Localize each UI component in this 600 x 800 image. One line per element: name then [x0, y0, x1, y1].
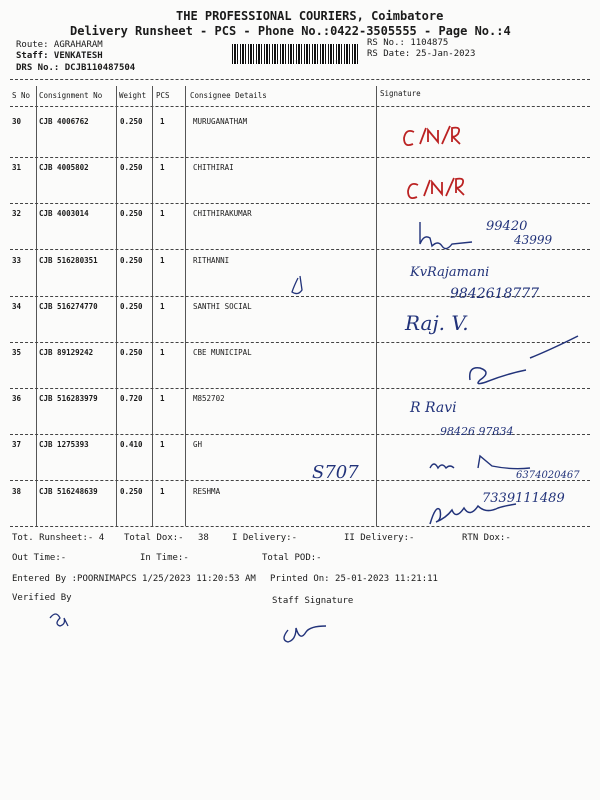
- hw-33-num: 9842618777: [450, 286, 540, 302]
- col-header-weight: Weight: [119, 91, 147, 100]
- row-pcs: 1: [160, 301, 165, 311]
- ii-delivery: II Delivery:-: [344, 533, 415, 543]
- col-header-consignment: Consignment No: [39, 91, 103, 100]
- row-weight: 0.410: [120, 440, 143, 450]
- row-consignee: MURUGANATHAM: [193, 117, 248, 126]
- sig-row-38: [430, 504, 516, 524]
- hw-33-name: KvRajamani: [410, 265, 490, 280]
- route-label: Route: AGRAHARAM: [16, 40, 103, 50]
- row-consignee: GH: [193, 440, 203, 450]
- rs-number: RS No.: 1104875: [367, 38, 449, 48]
- row-pcs: 1: [160, 163, 165, 173]
- sig-row-35: [470, 336, 578, 384]
- row-sno: 37: [12, 440, 22, 450]
- row-consignee: CHITHIRAKUMAR: [193, 209, 252, 219]
- sig-row-30: [404, 126, 460, 145]
- col-header-consignee: Consignee Details: [190, 91, 267, 100]
- hw-34: Raj. V.: [405, 311, 469, 335]
- in-time: In Time:-: [140, 553, 189, 563]
- printed-on: Printed On: 25-01-2023 11:21:11: [270, 574, 438, 584]
- row-pcs: 1: [160, 486, 165, 496]
- hw-32-num2: 43999: [514, 233, 553, 247]
- row-pcs: 1: [160, 348, 165, 357]
- row-sno: 35: [12, 348, 22, 357]
- row-consignee: RESHMA: [193, 486, 221, 496]
- row-consignment: CJB 4005802: [39, 163, 89, 173]
- rtn-dox: RTN Dox:-: [462, 533, 511, 543]
- row-weight: 0.250: [120, 348, 143, 357]
- row-consignment: CJB 516280351: [39, 255, 98, 265]
- row-consignee: RITHANNI: [193, 255, 230, 265]
- row-weight: 0.250: [120, 301, 143, 311]
- col-header-sno: S No: [12, 91, 31, 100]
- row-sno: 32: [12, 209, 22, 219]
- staff-signature-mark: [284, 626, 326, 642]
- row-pcs: 1: [160, 255, 165, 265]
- hw-36-num: 98426 97834: [440, 425, 514, 438]
- row-consignment: CJB 4006762: [39, 117, 89, 126]
- hw-37-code: S707: [312, 462, 359, 483]
- sig-row-37: [430, 456, 530, 469]
- row-sno: 36: [12, 394, 22, 404]
- row-pcs: 1: [160, 209, 165, 219]
- staff-signature-label: Staff Signature: [272, 596, 354, 606]
- hw-36-name: R Ravi: [410, 400, 457, 416]
- row-consignment: CJB 516248639: [39, 486, 98, 496]
- row-sno: 31: [12, 163, 22, 173]
- col-header-signature: Signature: [380, 89, 421, 98]
- row-weight: 0.720: [120, 394, 143, 404]
- row-consignment: CJB 516283979: [39, 394, 98, 404]
- col-header-pcs: PCS: [156, 91, 170, 100]
- hw-38-num: 7339111489: [482, 491, 565, 506]
- row-pcs: 1: [160, 440, 165, 450]
- verified-signature: [50, 614, 68, 626]
- sig-row-32: [420, 222, 472, 249]
- row-pcs: 1: [160, 394, 165, 404]
- total-dox-value: 38: [198, 533, 209, 543]
- drs-number: DRS No.: DCJB110487504: [16, 63, 136, 73]
- entered-by: Entered By :POORNIMAPCS 1/25/2023 11:20:53 AM: [12, 574, 256, 584]
- row-pcs: 1: [160, 117, 165, 126]
- row-sno: 33: [12, 255, 22, 265]
- rs-date: RS Date: 25-Jan-2023: [367, 49, 476, 59]
- hw-37-num: 6374020467: [516, 470, 580, 481]
- row-consignment: CJB 1275393: [39, 440, 89, 450]
- row-consignee: M852702: [193, 394, 225, 404]
- row-weight: 0.250: [120, 255, 143, 265]
- row-weight: 0.250: [120, 486, 143, 496]
- row-sno: 30: [12, 117, 22, 126]
- row-weight: 0.250: [120, 117, 143, 126]
- row-consignee: CBE MUNICIPAL: [193, 348, 252, 357]
- row-consignee: CHITHIRAI: [193, 163, 234, 173]
- document-title: THE PROFESSIONAL COURIERS, Coimbatore: [176, 9, 444, 23]
- row-weight: 0.250: [120, 209, 143, 219]
- total-pod: Total POD:-: [262, 553, 322, 563]
- sig-row-31: [408, 178, 464, 198]
- hw-32-num: 99420: [486, 219, 528, 234]
- row-consignment: CJB 4003014: [39, 209, 89, 219]
- row-sno: 38: [12, 486, 22, 496]
- total-dox-label: Total Dox:-: [124, 533, 184, 543]
- row-consignee: SANTHI SOCIAL: [193, 301, 252, 311]
- staff-label: Staff: VENKATESH: [16, 51, 103, 61]
- i-delivery: I Delivery:-: [232, 533, 298, 543]
- out-time: Out Time:-: [12, 553, 67, 563]
- row-consignment: CJB 89129242: [39, 348, 94, 357]
- verified-by: Verified By: [12, 593, 72, 603]
- footer-divider: [10, 526, 590, 527]
- document-subtitle: Delivery Runsheet - PCS - Phone No.:0422-3505555 - Page No.:4: [70, 24, 511, 38]
- row-sno: 34: [12, 301, 22, 311]
- row-consignment: CJB 516274770: [39, 301, 98, 311]
- sig-row-33-mark: [292, 276, 302, 294]
- tot-runsheet: Tot. Runsheet:- 4: [12, 533, 105, 543]
- row-weight: 0.250: [120, 163, 143, 173]
